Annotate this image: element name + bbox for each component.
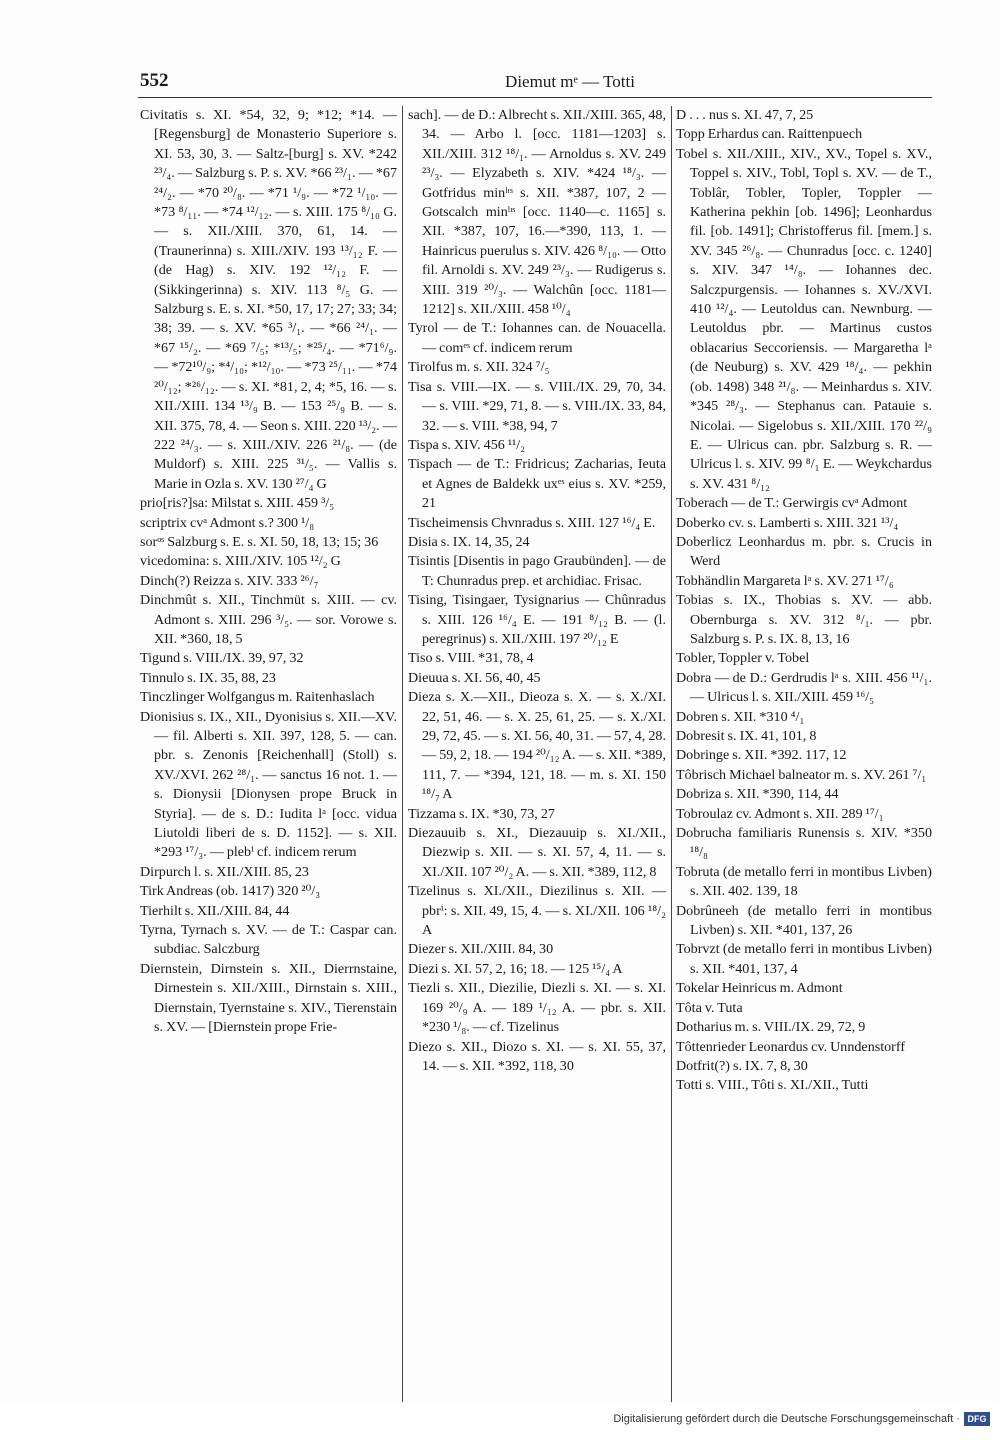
index-entry: Tobruta (de metallo ferri in montibus Livben) s. XII. 402. 139, 18: [676, 863, 932, 900]
index-entry: Doberko cv. s. Lamberti s. XIII. 321 ¹³/₄: [676, 514, 899, 531]
column-right: [676, 106, 932, 1096]
index-entry: Tising, Tisingaer, Tysignarius — Chûnradus s. XIII. 126 ¹⁶/₄ E. — 191 ⁸/₁₂ B. — (l. peregrinus) s. XII./XIII. 197 ²⁰/₁₂ E: [408, 592, 666, 647]
index-entry: Tokelar Heinricus m. Admont: [676, 980, 843, 997]
index-entry: Diernstein, Dirnstein s. XII., Dierrnstaine, Dirnestein s. XII./XIII., Dirnstain s. XIII., Diernstain, Tyernstaine s. XIV., Tierenstain s. XV. — [Diernstein prope Frie-: [140, 960, 397, 1036]
index-entry: Tirk Andreas (ob. 1417) 320 ²⁰/₃: [140, 883, 321, 900]
column-divider: [671, 106, 672, 1412]
index-entry: Tyrol — de T.: Iohannes can. de Nouacella. — comᵉˢ cf. indicem rerum: [408, 320, 666, 356]
index-entry: prio[ris?]sa: Milstat s. XIII. 459 ³/₅: [140, 495, 335, 512]
index-entry: Tôttenrieder Leonardus cv. Unndenstorff: [676, 1038, 906, 1055]
index-entry: Dobresit s. IX. 41, 101, 8: [676, 728, 817, 744]
index-entry: Dotharius m. s. VIII./IX. 29, 72, 9: [676, 1019, 866, 1036]
index-entry: Dobra — de D.: Gerdrudis lᵃ s. XIII. 456 ¹¹/₁. — Ulricus l. s. XII./XIII. 459 ¹⁶/₅: [676, 669, 932, 706]
index-entry: Tispa s. XIV. 456 ¹¹/₂: [408, 436, 526, 453]
index-entry: Tizzama s. IX. *30, 73, 27: [408, 805, 555, 822]
running-title: Diemut mᵉ — Totti: [505, 72, 635, 91]
index-entry: Civitatis s. XI. *54, 32, 9; *12; *14. — [Regensburg] de Monasterio Superiore s. XI. 53, 30, 3. — Saltz-[burg] s. XV. *242 ²³/₄. — Salzburg s. P. s. XV. *66 ²³/₁. — *67 ²⁴/₂. — *70 ²⁰/₈. — *71 ¹/₉. — *72 ¹/₁₀. — *73 ⁸/₁₁. — *74 ¹²/₁₂. — s. XIII. 175 ⁸/₁₀ G. — s. XII./XIII. 370, 61, 14. — (Traunerinna) s. XIII./XIV. 193 ¹³/₁₂ F. — (de Hag) s. XIV. 192 ¹²/₁₂ F. — (Sikkingerinna) s. XIV. 113 ⁸/₅ G. — Salzburg s. E. s. XI. *50, 17, 17; 27; 33; 34; 38; 39. — s. XV. *65 ³/₁. — *66 ²⁴/₁. — *67 ¹⁵/₂. — *69 ⁷/₅; *¹³/₅; *²⁵/₄. — *71⁶/₉. — *72¹⁰/₉; *⁴/₁₀; *¹²/₁₀. — *73 ²⁵/₁₁. — *74 ²⁰/₁₂; *²⁶/₁₂. — s. XI. *81, 2, 4; *5, 16. — s. XII./XIII. 134 ¹³/₉ B. — 153 ²⁵/₉ B. — s. XII. 375, 78, 4. — Seon s. XIII. 220 ¹³/₂. — 222 ²⁴/₃. — s. XIII./XIV. 226 ²¹/₈. — (de Muldorf) s. XIII. 225 ³¹/₅. — Vallis s. Marie in Ozla s. XV. 130 ²⁷/₄ G: [140, 107, 397, 492]
dfg-logo: DFG: [964, 1412, 990, 1426]
index-entry: scriptrix cvᵃ Admont s.? 300 ¹/₈: [140, 514, 315, 531]
index-entry: Tobler, Toppler v. Tobel: [676, 650, 810, 667]
index-entry: sorᵒˢ Salzburg s. E. s. XI. 50, 18, 13; 15; 36: [140, 533, 379, 550]
index-entry: Dobrûneeh (de metallo ferri in montibus Livben) s. XII. *401, 137, 26: [676, 902, 932, 939]
index-entry: Dirpurch l. s. XII./XIII. 85, 23: [140, 863, 309, 880]
index-entry: Tobrvzt (de metallo ferri in montibus Livben) s. XII. *401, 137, 4: [676, 941, 932, 977]
index-entry: Diezo s. XII., Diozo s. XI. — s. XI. 55, 37, 14. — s. XII. *392, 118, 30: [408, 1038, 666, 1074]
column-divider: [402, 106, 403, 1412]
page-number: 552: [140, 70, 169, 91]
index-entry: Dieza s. X.—XII., Dieoza s. X. — s. X./XI. 22, 51, 46. — s. X. 25, 61, 25. — s. X./XI. 29, 72, 45. — s. XI. 56, 40, 31. — 57, 4, 28. — 59, 2, 18. — 194 ²⁰/₁₂ A. — s. XII. *389, 111, 7. — *394, 121, 18. — m. s. XI. 150 ¹⁸/₇ A: [408, 689, 666, 803]
index-entry: Tierhilt s. XII./XIII. 84, 44: [140, 902, 290, 919]
index-entry: sach]. — de D.: Albrecht s. XII./XIII. 365, 48, 34. — Arbo l. [occ. 1181—1203] s. XII./XIII. 312 ¹⁸/₁. — Arnoldus s. XV. 249 ²³/₃. — Elyzabeth s. XIV. *424 ¹⁸/₃. — Gotfridus minˡᶦˢ s. XII. *387, 107, 2 — Gotscalch minˡᶦˢ [occ. 1140—c. 1165] s. XII. *387, 107, 16.—*390, 113, 1. — Hainricus puerulus s. XIV. 426 ⁸/₁₀. — Otto fil. Arnoldi s. XV. 249 ²³/₃. — Rudigerus s. XIII. 319 ²⁰/₃. — Walchûn [occ. 1181—1212] s. XII./XIII. 458 ¹⁰/₄: [408, 107, 666, 318]
index-entry: Doberlicz Leonhardus m. pbr. s. Crucis in Werd: [676, 533, 932, 570]
index-entry: Totti s. VIII., Tôti s. XI./XII., Tutti: [676, 1077, 869, 1094]
index-entry: vicedomina: s. XIII./XIV. 105 ¹²/₂ G: [140, 553, 341, 570]
index-entry: Dionisius s. IX., XII., Dyonisius s. XII.—XV. — fil. Alberti s. XII. 397, 128, 5. — can. pbr. s. Zenonis [Reichenhall] (Stoll) s. XV./XVI. 262 ²⁸/₁. — sanctus 16 not. 1. — s. Dionysii [Dionysen prope Bruck in Styria]. — de s. D.: Iudita lᵃ [occ. vidua Liutoldi liberi de s. D. 1152]. — s. XII. *293 ¹⁷/₃. — plebⁱ cf. indicem rerum: [140, 708, 397, 861]
index-entry: Tinnulo s. IX. 35, 88, 23: [140, 669, 276, 686]
index-entry: Tisintis [Disentis in pago Graubünden]. — de T: Chunradus prep. et archidiac. Frisac.: [408, 553, 666, 589]
index-entry: Diezi s. XI. 57, 2, 16; 18. — 125 ¹⁵/₄ A: [408, 960, 623, 977]
index-entry: Disia s. IX. 14, 35, 24: [408, 533, 530, 550]
index-entry: Tizelinus s. XI./XII., Diezilinus s. XII. — pbrⁱ: s. XII. 49, 15, 4. — s. XI./XII. 106 ¹⁸/₂ A: [408, 883, 666, 939]
index-entry: Dieuua s. XI. 56, 40, 45: [408, 669, 541, 686]
index-entry: Dinch(?) Reizza s. XIV. 333 ²⁶/₇: [140, 572, 319, 589]
column-left: [140, 106, 397, 1038]
index-entry: Tôta v. Tuta: [676, 999, 743, 1016]
index-entry: Tobhändlin Margareta lᵃ s. XV. 271 ¹⁷/₆: [676, 572, 894, 589]
index-entry: Diezauuib s. XI., Diezauuip s. XI./XII., Diezwip s. XII. — s. XI. 57, 4, 11. — s. XI./XII. 107 ²⁰/₂ A. — s. XII. *389, 112, 8: [408, 825, 666, 880]
index-entry: Tobias s. IX., Thobias s. XV. — abb. Obernburga s. XV. 312 ⁸/₁. — pbr. Salzburg s. P. s. IX. 8, 13, 16: [676, 592, 932, 647]
index-entry: Dotfrit(?) s. IX. 7, 8, 30: [676, 1057, 808, 1074]
index-entry: Dobrucha familiaris Runensis s. XIV. *350 ¹⁸/₈: [676, 825, 932, 861]
index-entry: Tobroulaz cv. Admont s. XII. 289 ¹⁷/₁: [676, 805, 884, 822]
index-entry: Tiezli s. XII., Diezilie, Diezli s. XI. — s. XI. 169 ²⁰/₉ A. — 189 ¹/₁₂ A. — pbr. s. XII. *230 ¹/₈. — cf. Tizelinus: [408, 980, 666, 1036]
index-entry: Topp Erhardus can. Raittenpuech: [676, 126, 863, 143]
index-entry: Dinchmût s. XII., Tinchmüt s. XIII. — cv. Admont s. XIII. 296 ³/₅. — sor. Vorowe s. XII. *360, 18, 5: [140, 592, 397, 647]
index-entry: Tigund s. VIII./IX. 39, 97, 32: [140, 650, 304, 667]
index-entry: D . . . nus s. XI. 47, 7, 25: [676, 107, 814, 123]
index-entry: Diezer s. XII./XIII. 84, 30: [408, 941, 554, 958]
header-rule: [138, 97, 932, 98]
index-entry: Tyrna, Tyrnach s. XV. — de T.: Caspar can. subdiac. Salczburg: [140, 922, 397, 958]
index-entry: Tirolfus m. s. XII. 324 ⁷/₅: [408, 359, 550, 376]
index-entry: Tisa s. VIII.—IX. — s. VIII./IX. 29, 70, 34. — s. VIII. *29, 71, 8. — s. VIII./IX. 33, 84, 32. — s. VIII. *38, 94, 7: [408, 378, 666, 434]
index-entry: Dobringe s. XII. *392. 117, 12: [676, 747, 847, 764]
index-entry: Tinczlinger Wolfgangus m. Raitenhaslach: [140, 689, 375, 706]
index-entry: Tobel s. XII./XIII., XIV., XV., Topel s. XV., Toppel s. XIV., Tobl, Topl s. XV. — de T., Toblâr, Tobler, Topler, Toppler — Katherina pekhin [ob. 1496]; Leonhardus fil. [ob. 1491]; Christofferus fil. [mem.] s. XV. 345 ²⁶/₈. — Chunradus [occ. c. 1240] s. XIV. 347 ¹⁴/₈. — Iohannes dec. Salczpurgensis. — Iohannes s. XV./XVI. 410 ¹²/₄. — Leutoldus can. Newnburg. — Leutoldus pbr. — Martinus custos oblacarius Seccoriensis. — Margaretha lᵃ (de Neuburg) s. XV. 429 ¹⁸/₄. — pekhin (ob. 1498) 348 ²¹/₈. — Meinhardus s. XIV. *345 ²⁸/₃. — Stephanus can. Patauie s. Nicolai. — Sigelobus s. XII./XIII. 170 ²²/₉ E. — Ulricus can. pbr. Salzburg s. R. — Ulricus l. s. XIV. 99 ⁸/₁ E. — Weykchardus s. XV. 431 ⁸/₁₂: [676, 145, 932, 492]
footer-bar: [0, 1402, 1000, 1440]
column-middle: [408, 106, 666, 1076]
index-entry: Dobren s. XII. *310 ⁴/₁: [676, 708, 805, 725]
funding-notice: Digitalisierung gefördert durch die Deutsche Forschungsgemeinschaft ·: [613, 1413, 960, 1425]
index-entry: Toberach — de T.: Gerwirgis cvᵃ Admont: [676, 495, 908, 512]
index-entry: Tischeimensis Chvnradus s. XIII. 127 ¹⁶/₄ E.: [408, 514, 656, 531]
index-entry: Tôbrisch Michael balneator m. s. XV. 261 ⁷/₁: [676, 766, 927, 783]
index-entry: Tispach — de T.: Fridricus; Zacharias, Ieuta et Agnes de Baldekk uxᵉˢ eius s. XV. *259, 21: [408, 456, 666, 512]
index-entry: Tiso s. VIII. *31, 78, 4: [408, 650, 534, 667]
index-entry: Dobriza s. XII. *390, 114, 44: [676, 786, 839, 803]
